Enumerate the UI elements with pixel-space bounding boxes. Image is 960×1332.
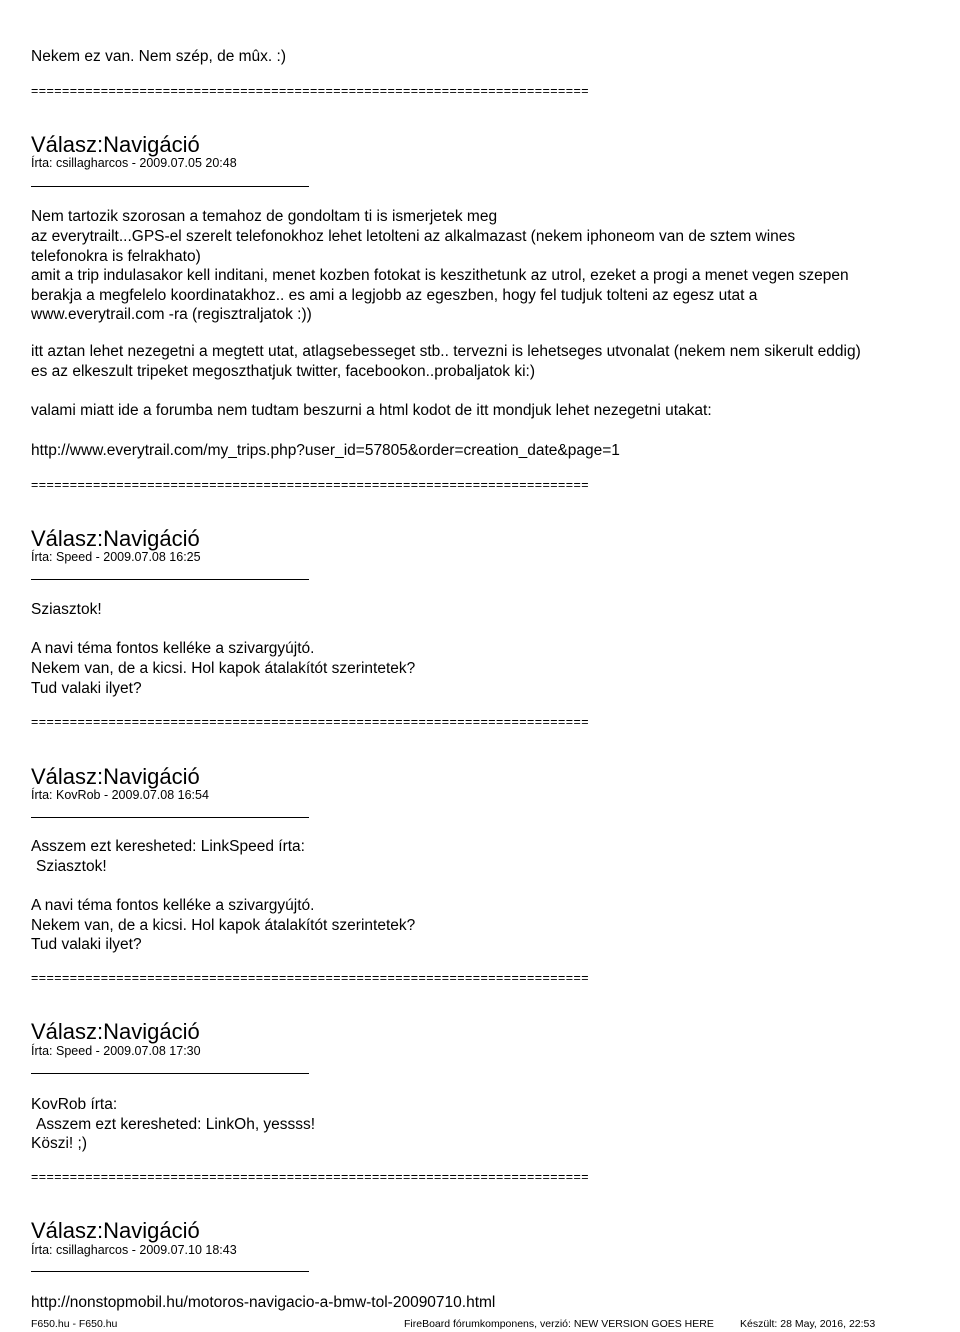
post-body-line: Köszi! ;): [31, 1135, 87, 1152]
separator: ========================================================================: [31, 715, 589, 729]
post-body-line: A navi téma fontos kelléke a szivargyújtó.: [31, 897, 315, 914]
post-title[interactable]: Válasz:Navigáció: [31, 132, 200, 157]
post-body-line: itt aztan lehet nezegetni a megtett utat, atlagsebesseget stb.. tervezni is lehetseges utvonalat (nekem nem sikerult eddig): [31, 343, 861, 360]
quote-line: Asszem ezt keresheted: LinkOh, yessss!: [36, 1116, 316, 1133]
post-title[interactable]: Válasz:Navigáció: [31, 526, 200, 551]
post-meta: Írta: csillagharcos - 2009.07.05 20:48: [31, 156, 237, 170]
post-link[interactable]: http://nonstopmobil.hu/motoros-navigacio-a-bmw-tol-20090710.html: [31, 1294, 496, 1311]
post-divider: [31, 1073, 309, 1074]
footer-generated: Készült: 28 May, 2016, 22:53: [740, 1318, 876, 1330]
post-body-line: amit a trip indulasakor kell inditani, menet kozben fotokat is keszithetunk az utrol, ezeket a progi a menet vegen szepen: [31, 267, 849, 284]
post-body-line: KovRob írta:: [31, 1096, 118, 1113]
separator: ========================================================================: [31, 1170, 589, 1184]
post-meta: Írta: KovRob - 2009.07.08 16:54: [31, 788, 209, 802]
separator: ========================================================================: [31, 478, 589, 492]
post-body-line: Nekem van, de a kicsi. Hol kapok átalakítót szerintetek?: [31, 660, 416, 677]
post-meta: Írta: Speed - 2009.07.08 16:25: [31, 550, 201, 564]
post-body-line: valami miatt ide a forumba nem tudtam beszurni a html kodot de itt mondjuk lehet nezegetni utakat:: [31, 402, 712, 419]
post-title[interactable]: Válasz:Navigáció: [31, 1019, 200, 1044]
post-body-line: es az elkeszult tripeket megoszthatjuk twitter, facebookon..probaljatok ki:): [31, 363, 535, 380]
post-body-line: Asszem ezt keresheted: LinkSpeed írta:: [31, 838, 305, 855]
post-divider: [31, 1271, 309, 1272]
post-link[interactable]: http://www.everytrail.com/my_trips.php?user_id=57805&order=creation_date&page=1: [31, 442, 620, 459]
post-divider: [31, 579, 309, 580]
post-body-line: Tud valaki ilyet?: [31, 936, 142, 953]
post-body-line: telefonokra is felrakhato): [31, 248, 201, 265]
post-body-line: www.everytrail.com -ra (regisztraljatok :)): [31, 306, 312, 323]
post-meta: Írta: csillagharcos - 2009.07.10 18:43: [31, 1243, 237, 1257]
quote-line: Sziasztok!: [36, 858, 107, 875]
post-body-line: Tud valaki ilyet?: [31, 680, 142, 697]
post-body-line: az everytrailt...GPS-el szerelt telefonokhoz lehet letolteni az alkalmazast (nekem iphoneom van de sztem wines: [31, 228, 796, 245]
post-divider: [31, 817, 309, 818]
post-body-line: Sziasztok!: [31, 601, 102, 618]
post-meta: Írta: Speed - 2009.07.08 17:30: [31, 1044, 201, 1058]
intro-text: Nekem ez van. Nem szép, de mûx. :): [31, 48, 286, 65]
separator: ========================================================================: [31, 971, 589, 985]
separator: ========================================================================: [31, 84, 589, 98]
post-divider: [31, 186, 309, 187]
post-body-line: Nem tartozik szorosan a temahoz de gondoltam ti is ismerjetek meg: [31, 208, 498, 225]
post-body-line: Nekem van, de a kicsi. Hol kapok átalakítót szerintetek?: [31, 917, 416, 934]
post-body-line: berakja a megfelelo koordinatakhoz.. es ami a legjobb az egeszben, hogy fel tudjuk tolteni az egesz utat a: [31, 287, 758, 304]
post-body-line: A navi téma fontos kelléke a szivargyújtó.: [31, 640, 315, 657]
post-title[interactable]: Válasz:Navigáció: [31, 764, 200, 789]
post-title[interactable]: Válasz:Navigáció: [31, 1218, 200, 1243]
footer-component: FireBoard fórumkomponens, verzió: NEW VERSION GOES HERE: [404, 1318, 714, 1330]
footer-site: F650.hu - F650.hu: [31, 1318, 118, 1330]
